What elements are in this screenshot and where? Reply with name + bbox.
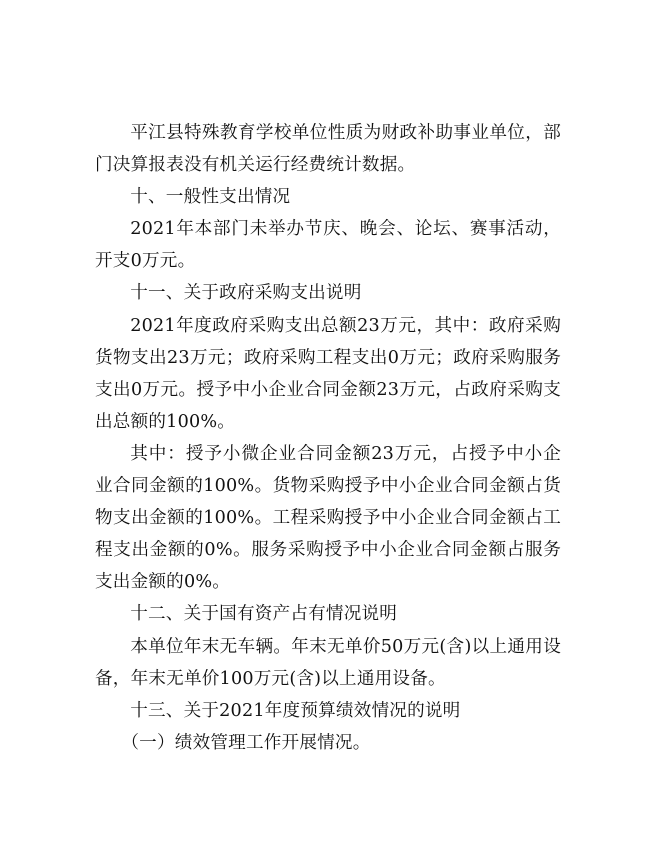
document-body bbox=[95, 117, 561, 759]
heading-budget-performance: 十三、关于2021年度预算绩效情况的说明 bbox=[130, 700, 461, 721]
paragraph-procurement-sme: 其中：授予小微企业合同金额23万元，占授予中小企业合同金额的100%。货物采购授予中小企业合同金额占货物支出金额的100%。工程采购授予中小企业合同金额占工程支出金额的0%。服务采购授予中小企业合同金额占服务支出金额的0%。 bbox=[95, 443, 561, 593]
paragraph-general-expenditure: 2021年本部门未举办节庆、晚会、论坛、赛事活动，开支0万元。 bbox=[95, 219, 561, 272]
subheading-performance-management: （一）绩效管理工作开展情况。 bbox=[121, 732, 371, 753]
paragraph-state-assets: 本单位年末无车辆。年末无单价50万元(含)以上通用设备，年末无单价100万元(含)以上通用设备。 bbox=[95, 636, 561, 689]
paragraph-unit-nature: 平江县特殊教育学校单位性质为财政补助事业单位，部门决算报表没有机关运行经费统计数据。 bbox=[95, 123, 561, 176]
heading-state-assets: 十二、关于国有资产占有情况说明 bbox=[130, 604, 398, 625]
heading-government-procurement: 十一、关于政府采购支出说明 bbox=[130, 283, 362, 304]
heading-general-expenditure: 十、一般性支出情况 bbox=[130, 187, 291, 208]
paragraph-procurement-total: 2021年度政府采购支出总额23万元，其中：政府采购货物支出23万元；政府采购工程支出0万元；政府采购服务支出0万元。授予中小企业合同金额23万元，占政府采购支出总额的100%。 bbox=[95, 315, 561, 432]
